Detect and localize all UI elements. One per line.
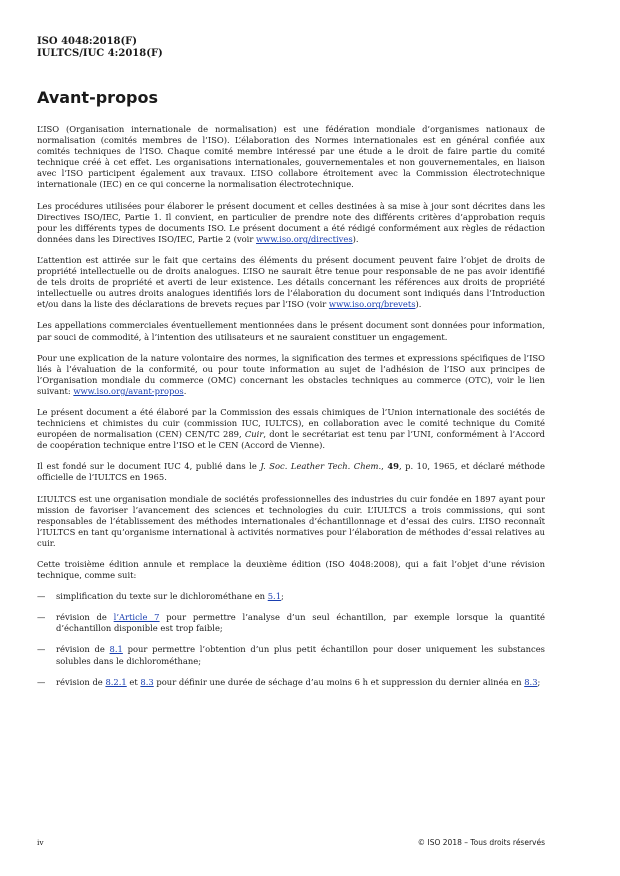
list-text: pour permettre l’obtention d’un plus petit échantillon pour doser uniquement les substances solubles dans le dichlorométhane; [56,644,545,666]
clause-link-8-1[interactable]: 8.1 [109,644,123,655]
list-text: ; [537,676,541,687]
paragraph-text: , p. 10, 1965, et déclaré méthode officielle de l’IULTCS en 1965. [37,461,545,483]
list-text: et [126,676,141,687]
foreword-link[interactable]: www.iso.org/avant-propos [73,385,184,396]
list-text: pour définir une durée de séchage d’au moins 6 h et suppression du dernier alinéa en [153,676,525,687]
journal-volume: 49 [387,461,399,472]
document-body [37,124,545,698]
paragraph-text: Pour une explication de la nature volontaire des normes, la signification des termes et expressions spécifiques de l’ISO liés à l’évaluation de la conformité, ou pour toute information au sujet de l’adhésion de l’ISO aux principes de l’Organisation mondiale du commerce (OMC) concernant les obstacles techniques au commerce (OTC), voir le lien suivant: [37,352,545,396]
clause-link-8-3[interactable]: 8.3 [140,676,154,687]
dash-bullet: — [37,591,46,602]
paragraph-text: . [183,385,187,396]
paragraph-text: ). [352,233,359,244]
dash-bullet: — [37,676,46,687]
committee-title: Cuir [244,429,264,440]
paragraph-text: , dont le secrétariat est tenu par l’UNI, conformément à l’Accord de coopération technique entre l’ISO et le CEN (Accord de Vienne). [37,429,545,451]
list-item [37,644,545,666]
list-text: ; [281,591,284,602]
journal-name: J. Soc. Leather Tech. Chem. [260,461,382,472]
patents-link[interactable]: www.iso.org/brevets [328,299,416,310]
paragraph-text: Le présent document a été élaboré par la Commission des essais chimiques de l’Union internationale des sociétés de techniciens et chimistes du cuir (commission IUC, IULTCS), en collaboration avec le comité technique du Comité européen de normalisation (CEN) CEN/TC 289, [37,406,545,440]
list-text: révision de [56,612,114,623]
paragraph-patents [37,255,545,310]
paragraph-text: Les procédures utilisées pour élaborer le présent document et celles destinées à sa mise à jour sont décrites dans les Directives ISO/IEC, Partie 1. Il convient, en particulier de prendre note des différents critères d’approbation requis pour les différents types de documents ISO. Le présent document a été rédigé conformément aux règles de rédaction données dans les Directives ISO/IEC, Partie 2 (voir [37,200,545,244]
list-text: simplification du texte sur le dichlorométhane en [56,591,268,602]
page-title: Avant-propos [37,88,159,107]
paragraph-iso-intro: L’ISO (Organisation internationale de normalisation) est une fédération mondiale d’organismes nationaux de normalisation (comités membres de l’ISO). L’élaboration des Normes internationales est en général confiée aux comités techniques de l’ISO. Chaque comité membre intéressé par une étude a le droit de faire partie du comité technique créé à cet effet. Les organisations internationales, gouvernementales et non gouvernementales, en liaison avec l’ISO participent également aux travaux. L’ISO collabore étroitement avec la Commission électrotechnique internationale (IEC) en ce qui concerne la normalisation électrotechnique. [37,124,545,190]
list-text: pour permettre l’analyse d’un seul échantillon, par exemple lorsque la quantité d’échantillon disponible est trop faible; [56,612,545,634]
revision-list [37,591,545,688]
doc-id-iso: ISO 4048:2018(F) [37,36,138,47]
paragraph-procedures [37,201,545,245]
paragraph-iultcs: L’IULTCS est une organisation mondiale de sociétés professionnelles des industries du cuir fondée en 1897 ayant pour mission de favoriser l’avancement des sciences et technologies du cuir. L’IULTCS a trois commissions, qui sont responsables de l’établissement des méthodes internationales d’échantillonnage et d’essai des cuirs. L’ISO reconnaît l’IULTCS en tant qu’organisme international à activités normatives pour l’élaboration de méthodes d’essai relatives au cuir. [37,493,545,548]
document-header [37,36,163,60]
dash-bullet: — [37,612,46,623]
paragraph-text: ). [415,299,422,310]
list-text: révision de [56,644,110,655]
paragraph-text: Il est fondé sur le document IUC 4, publié dans le [37,461,261,472]
directives-link[interactable]: www.iso.org/directives [255,233,353,244]
paragraph-edition: Cette troisième édition annule et remplace la deuxième édition (ISO 4048:2008), qui a fait l’objet d’une révision technique, comme suit: [37,559,545,581]
list-item [37,677,545,688]
page-number: iv [37,838,44,847]
list-item [37,612,545,634]
clause-link-5-1[interactable]: 5.1 [267,591,282,602]
clause-link-8-2-1[interactable]: 8.2.1 [105,676,127,687]
clause-link-8-3[interactable]: 8.3 [524,676,538,687]
paragraph-text: , [381,461,388,472]
paragraph-voluntary-nature [37,353,545,397]
paragraph-commission [37,407,545,451]
copyright-notice: © ISO 2018 – Tous droits réservés [417,838,545,847]
list-text: révision de [56,676,106,687]
paragraph-text: L’attention est attirée sur le fait que certains des éléments du présent document peuvent faire l’objet de droits de propriété intellectuelle ou de droits analogues. L’ISO ne saurait être tenue pour responsable de ne pas avoir identifié de tels droits de propriété et averti de leur existence. Les détails concernant les références aux droits de propriété intellectuelle ou autres droits analogues identifiés lors de l’élaboration du document sont indiqués dans l’Introduction et/ou dans la liste des déclarations de brevets reçues par l’ISO (voir [37,254,545,310]
paragraph-origin [37,461,545,483]
list-item [37,591,545,602]
paragraph-trade-names: Les appellations commerciales éventuellement mentionnées dans le présent document sont données pour information, par souci de commodité, à l’intention des utilisateurs et ne sauraient constituer un engagement. [37,320,545,342]
doc-id-iultcs: IULTCS/IUC 4:2018(F) [37,48,163,59]
clause-link-article-7[interactable]: l’Article 7 [113,612,160,623]
dash-bullet: — [37,644,46,655]
